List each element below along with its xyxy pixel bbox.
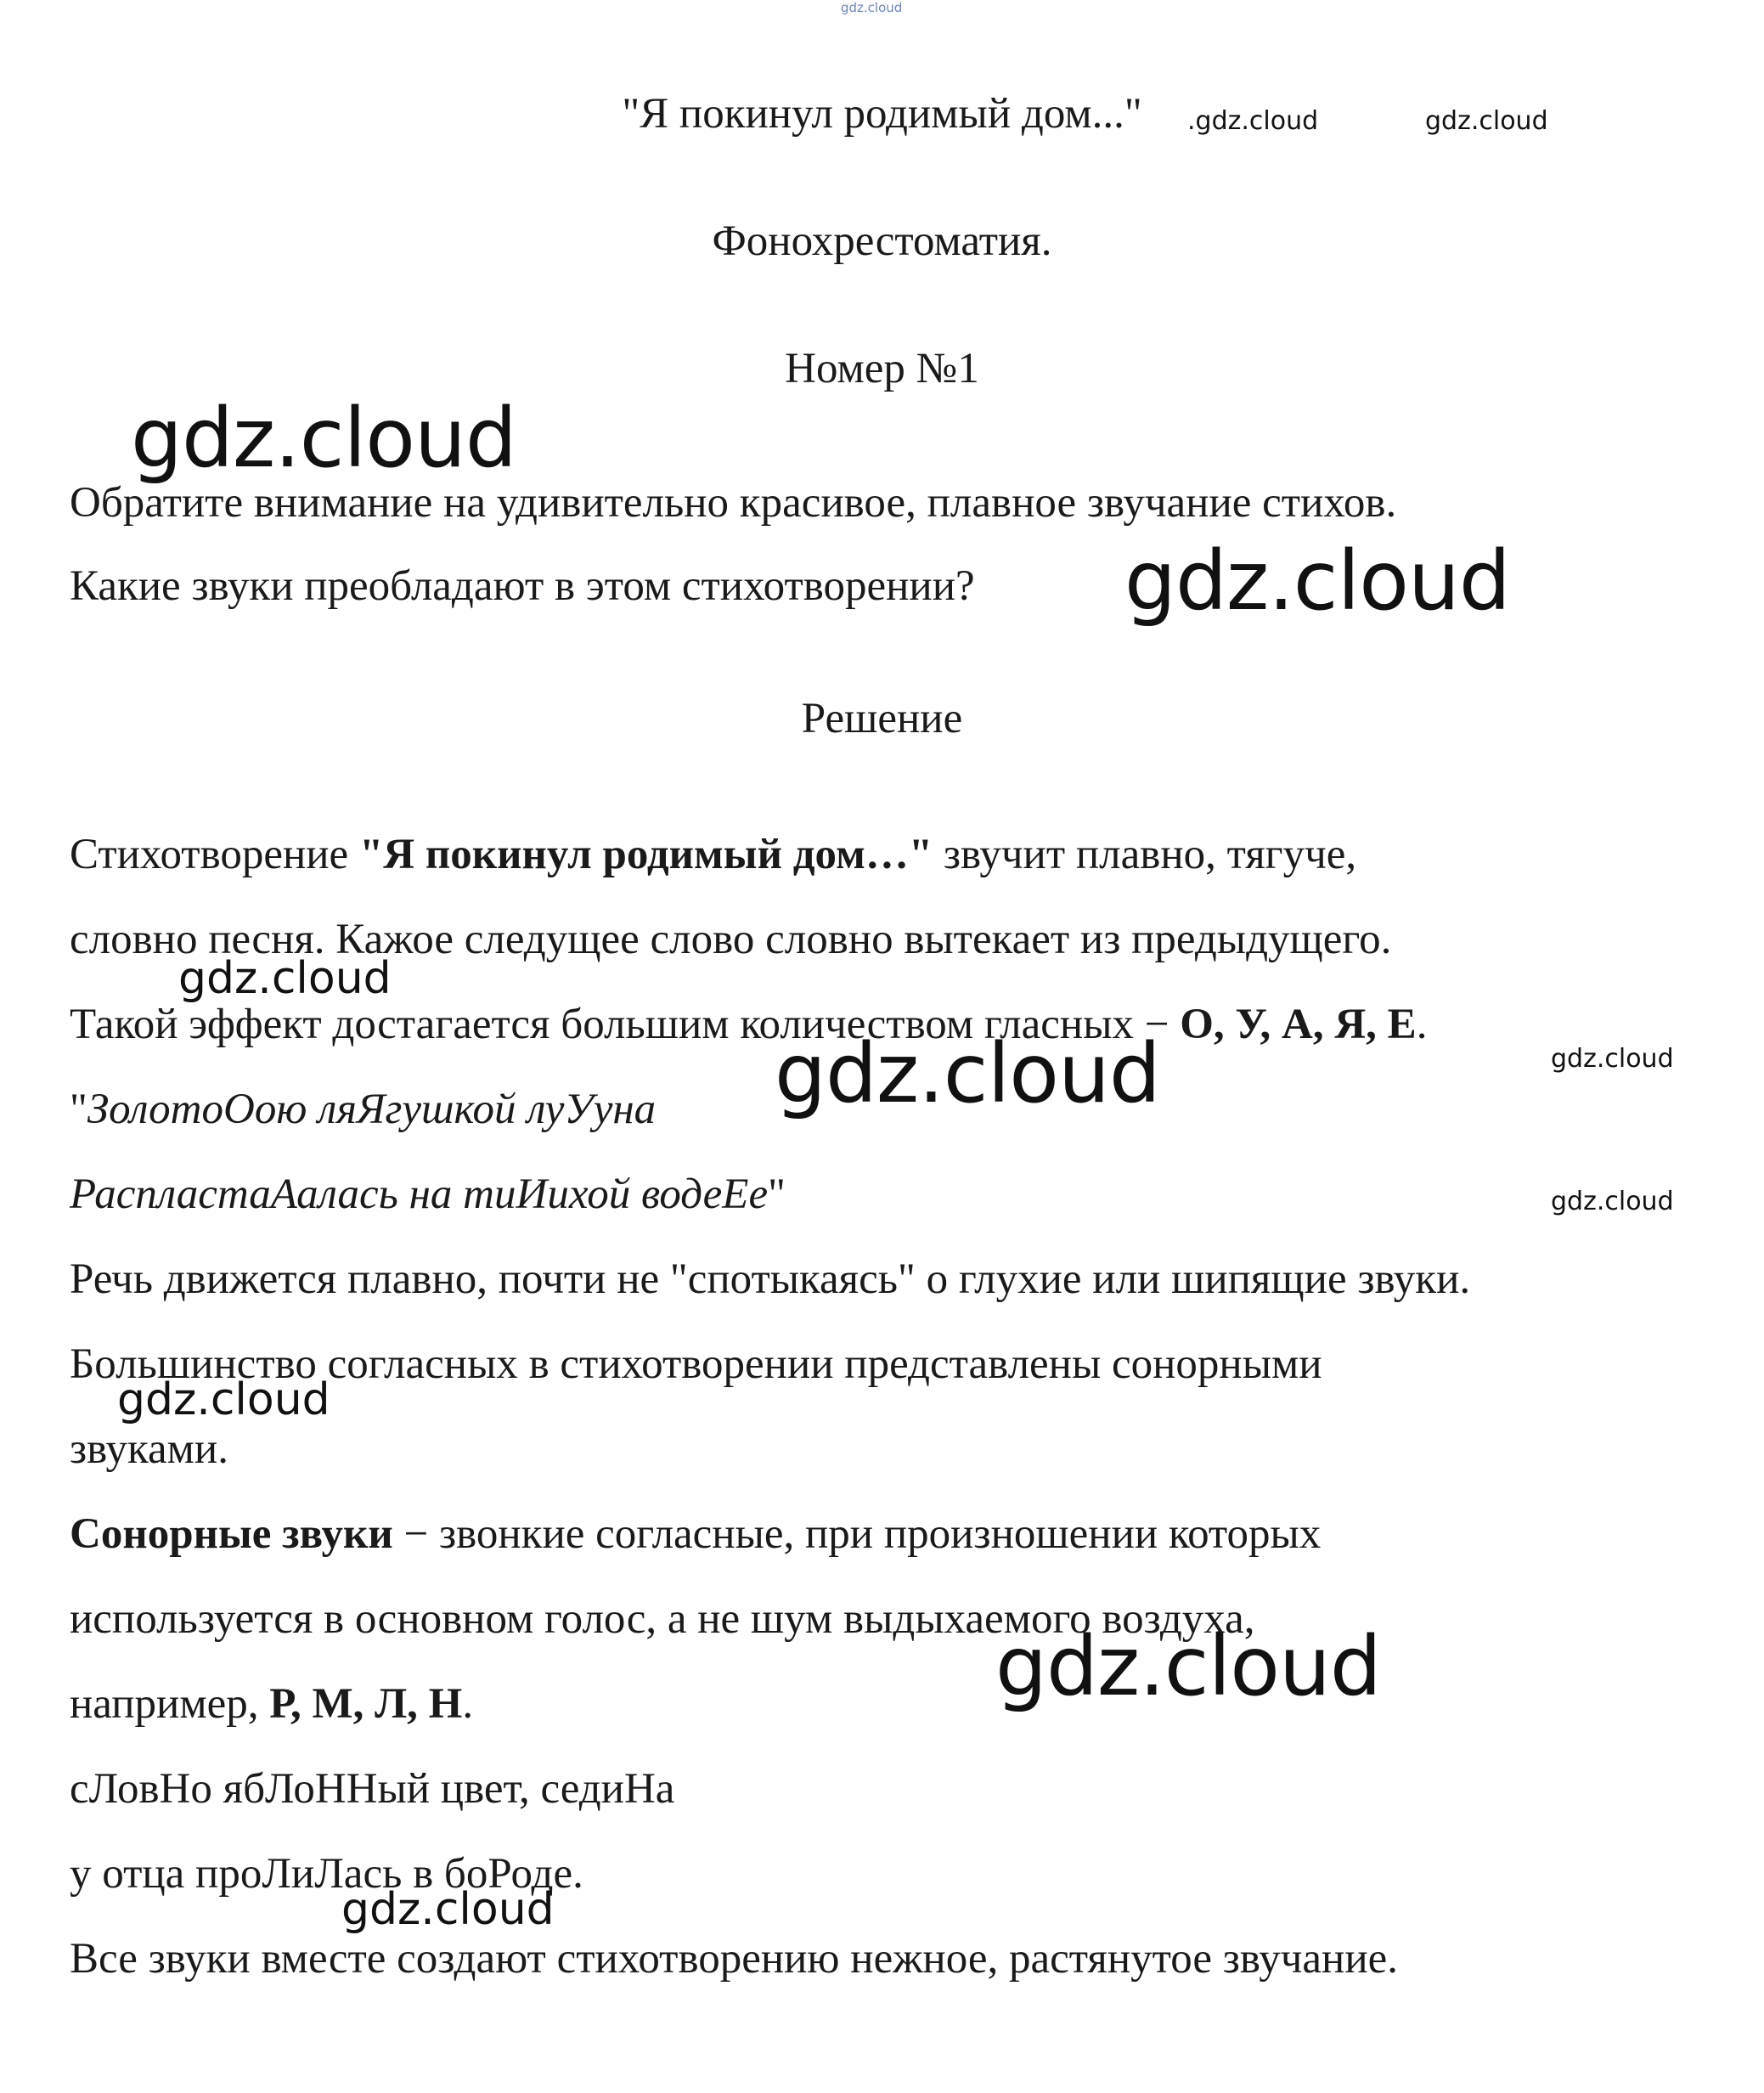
text-span: звучит плавно, тягуче, — [933, 831, 1357, 878]
quote-line-2 — [70, 1169, 786, 1220]
watermark: gdz.cloud — [1551, 1044, 1674, 1074]
example-line-2: у отца проЛиЛась в боРоде. — [70, 1850, 583, 1898]
task-line-2: Какие звуки преобладают в этом стихотворении? — [70, 562, 975, 610]
watermark: gdz.cloud — [341, 1884, 555, 1935]
text-span: Стихотворение — [70, 831, 359, 878]
task-line-1: Обратите внимание на удивительно красивое, плавное звучание стихов. — [70, 479, 1397, 527]
watermark: gdz.cloud — [775, 1026, 1160, 1121]
poem-title-bold: "Я покинул родимый дом…" — [358, 831, 933, 878]
watermark: gdz.cloud — [1425, 106, 1548, 136]
watermark: gdz.cloud — [995, 1619, 1381, 1714]
quote-text-1: ЗолотоОою ляЯгушкой луУуна — [87, 1086, 657, 1133]
quote-close: " — [768, 1171, 786, 1218]
watermark: gdz.cloud — [1551, 1187, 1674, 1216]
solution-heading: Решение — [801, 695, 963, 742]
solution-line-1 — [70, 829, 1356, 880]
watermark: gdz.cloud — [1124, 533, 1510, 629]
text-span: например, — [70, 1680, 270, 1728]
solution-line-8 — [70, 1678, 473, 1729]
solution-line-3 — [70, 999, 1427, 1050]
text-span: Такой эффект достагается большим количеством гласных − — [70, 1001, 1181, 1048]
consonants-bold: Р, М, Л, Н — [269, 1680, 463, 1728]
quote-open: " — [70, 1086, 87, 1133]
text-span: . — [1416, 1001, 1428, 1048]
solution-line-7: используется в основном голос, а не шум выдыхаемого воздуха, — [70, 1595, 1255, 1643]
definition-term: Сонорные звуки — [70, 1510, 393, 1558]
watermark: gdz.cloud — [841, 0, 903, 15]
watermark: .gdz.cloud — [1187, 106, 1319, 136]
page-subtitle: Фонохрестоматия. — [712, 217, 1052, 265]
watermark: gdz.cloud — [117, 1374, 330, 1425]
conclusion-line: Все звуки вместе создают стихотворению нежное, растянутое звучание. — [70, 1935, 1398, 1983]
definition-text: − звонкие согласные, при произношении которых — [392, 1510, 1322, 1558]
definition-line — [70, 1509, 1321, 1560]
solution-line-6: звуками. — [70, 1425, 228, 1473]
task-number: Номер №1 — [785, 345, 979, 392]
quote-text-2: РаспластаАалась на тиИихой водеЕе — [70, 1171, 769, 1218]
watermark: gdz.cloud — [178, 953, 392, 1004]
text-span: . — [462, 1680, 474, 1728]
watermark: gdz.cloud — [131, 391, 516, 486]
solution-line-5: Большинство согласных в стихотворении представлены сонорными — [70, 1340, 1322, 1388]
title-text: "Я покинул родимый дом..." — [622, 90, 1142, 138]
solution-line-2: словно песня. Кажое следущее слово словно вытекает из предыдущего. — [70, 916, 1392, 963]
solution-line-4: Речь движется плавно, почти не "спотыкаясь" о глухие или шипящие звуки. — [70, 1255, 1471, 1303]
vowels-bold: О, У, А, Я, Е — [1180, 1001, 1417, 1048]
quote-line-1 — [70, 1084, 656, 1135]
example-line-1: сЛовНо ябЛоННый цвет, седиНа — [70, 1765, 675, 1813]
